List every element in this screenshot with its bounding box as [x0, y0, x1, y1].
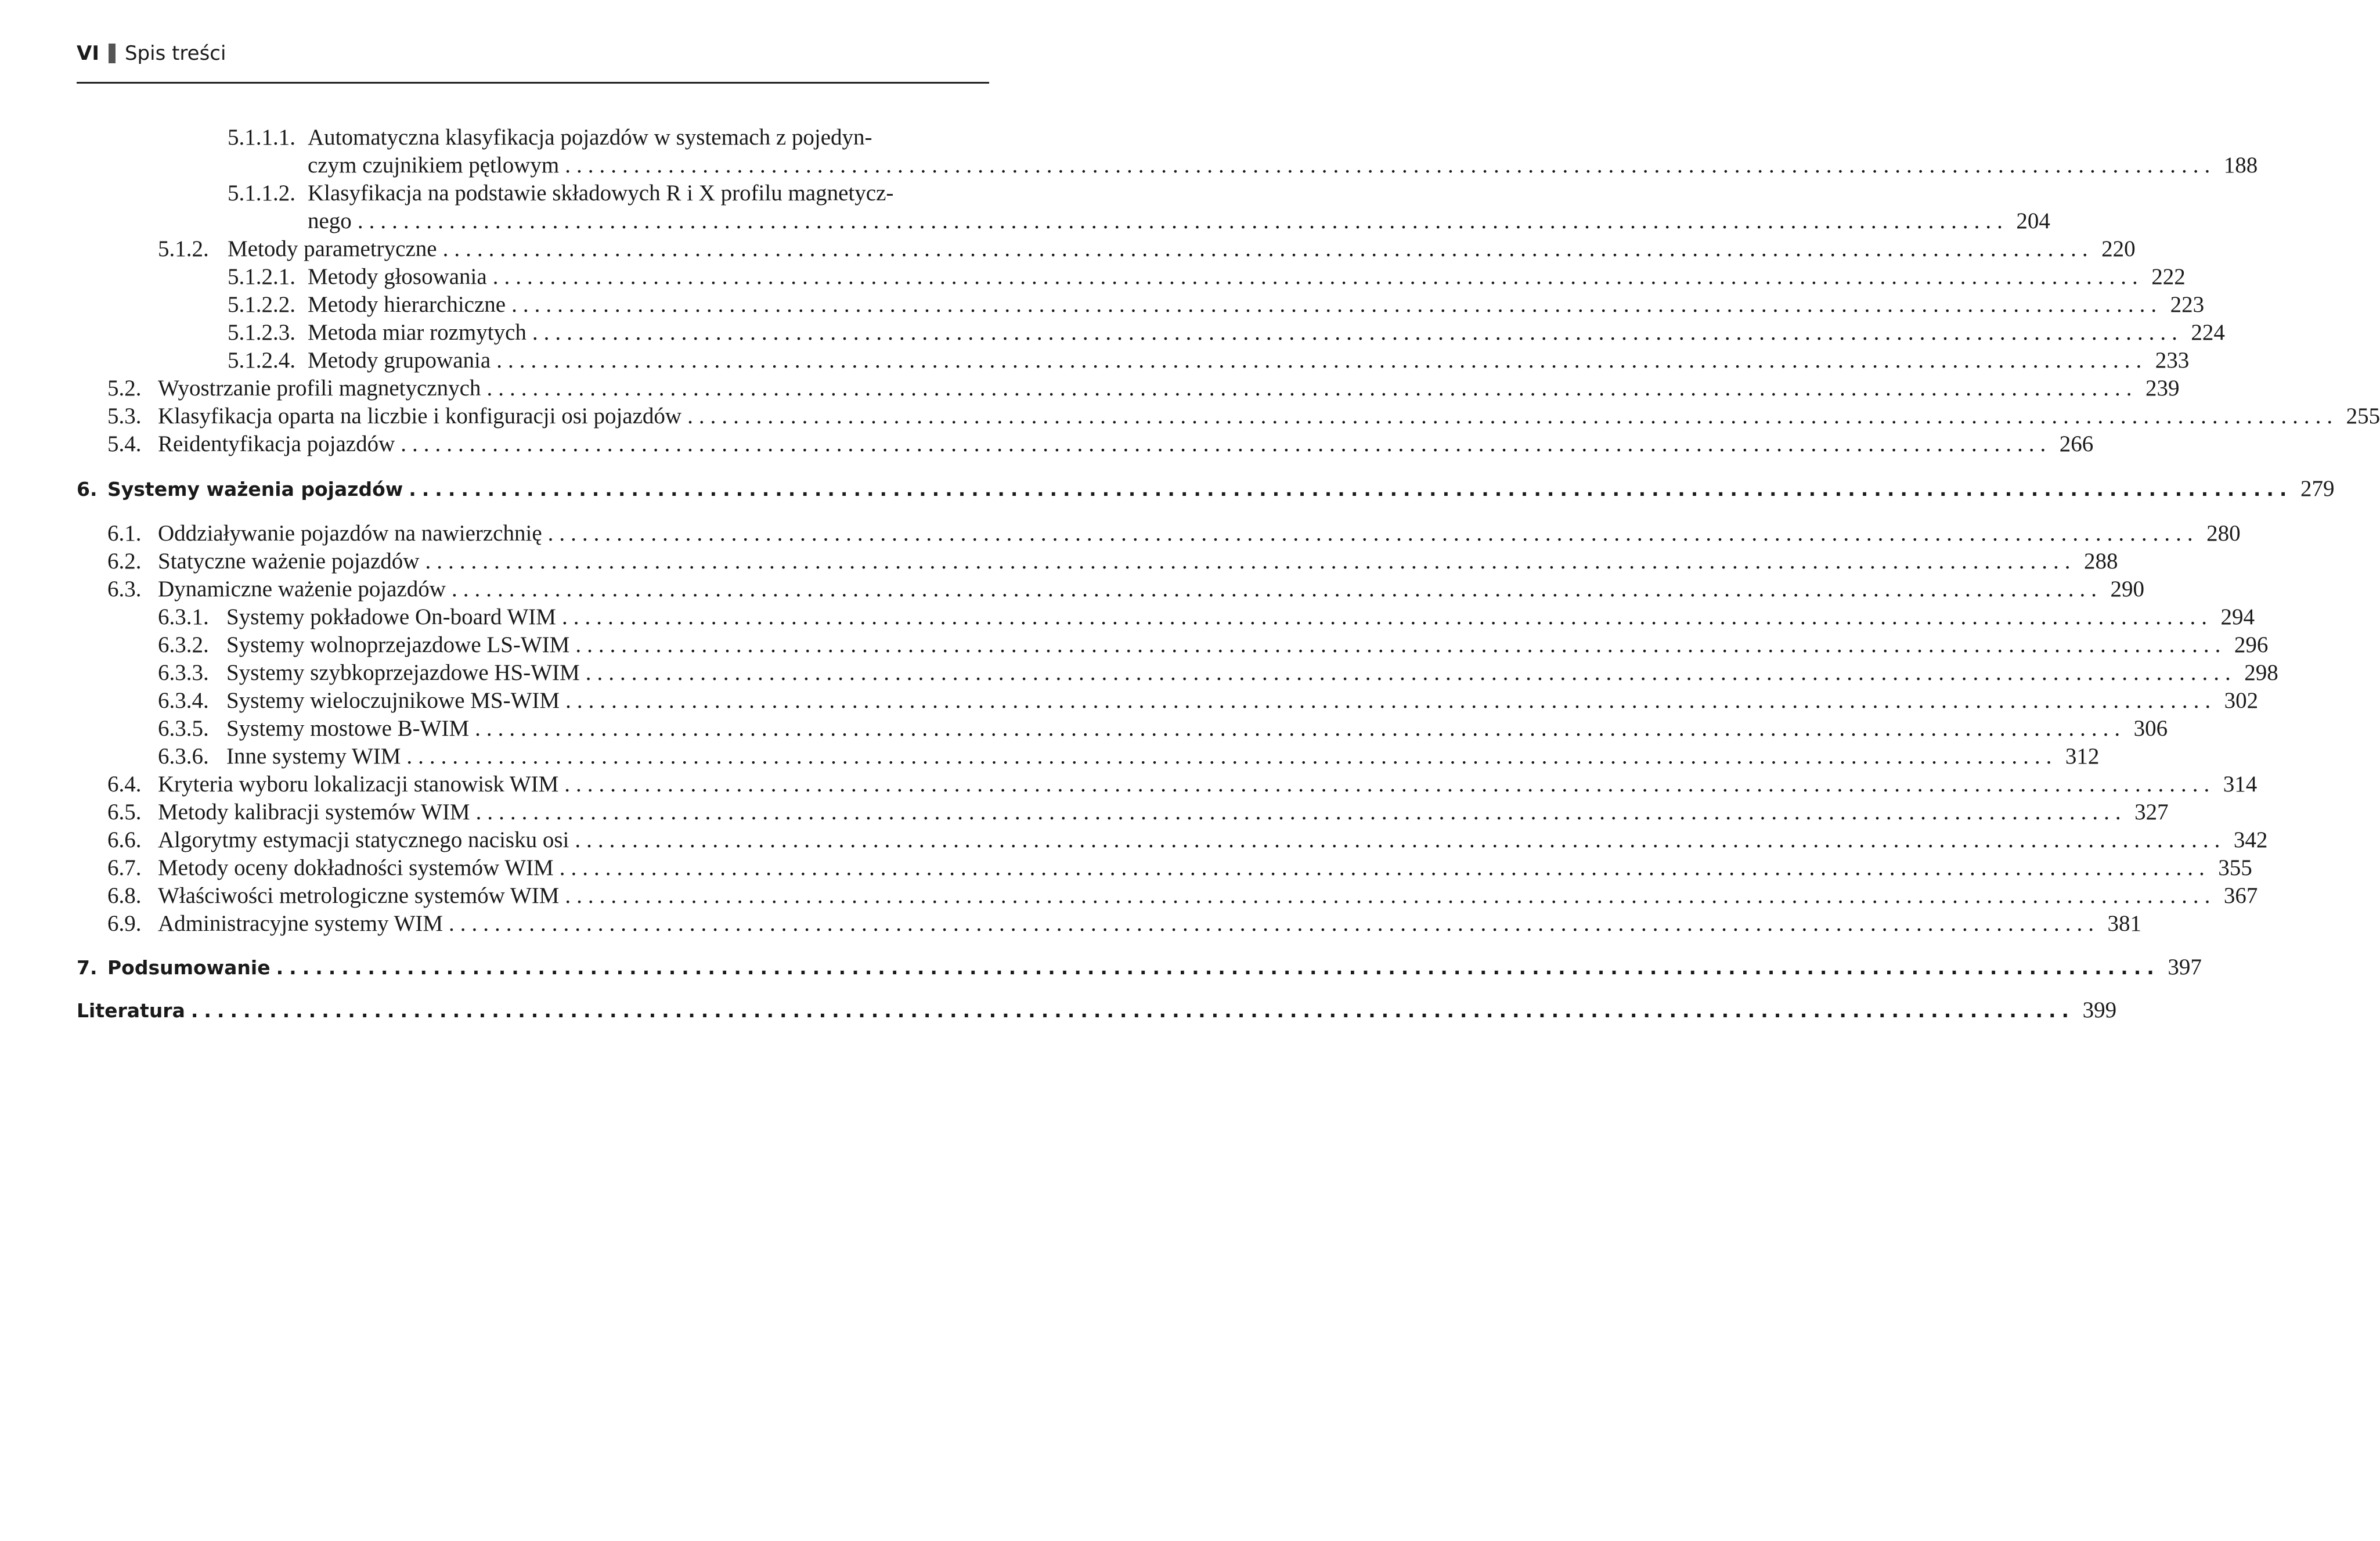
- toc-entry[interactable]: [158, 743, 2100, 770]
- toc-entry-title: Reidentyfikacja pojazdów: [158, 431, 395, 456]
- toc-entry-number: 6.6.: [107, 827, 142, 852]
- toc-chapter-title: Podsumowanie: [107, 956, 271, 979]
- leader-dots: ................................................................................................................................................: [561, 604, 2213, 629]
- toc-entry[interactable]: [107, 520, 2241, 548]
- toc-entry-page: 288: [2083, 549, 2118, 574]
- toc-entry-number: 6.3.2.: [158, 632, 209, 657]
- toc-entry-page: 306: [2133, 716, 2168, 741]
- toc-entry-title: Metody kalibracji systemów WIM: [158, 800, 470, 824]
- toc-entry-number: 6.7.: [107, 855, 142, 880]
- toc-entry[interactable]: [158, 235, 2136, 263]
- toc-entry[interactable]: [228, 263, 2186, 291]
- toc-entry-title: Klasyfikacja oparta na liczbie i konfiguracji osi pojazdów: [158, 404, 682, 429]
- toc-entry-page: 294: [2220, 604, 2255, 629]
- toc-entry-title: Systemy wolnoprzejazdowe LS-WIM: [226, 632, 570, 657]
- toc-entry[interactable]: [228, 347, 2190, 375]
- toc-entry-number: 5.2.: [107, 376, 142, 401]
- toc-entry-title: Metody oceny dokładności systemów WIM: [158, 855, 554, 880]
- toc-entry-title: Systemy szybkoprzejazdowe HS-WIM: [226, 660, 580, 685]
- toc-entry-title: Metody głosowania: [308, 264, 487, 289]
- toc-entry[interactable]: [158, 715, 2168, 743]
- toc-entry-page: 188: [2223, 153, 2258, 178]
- toc-entry-title: Statyczne ważenie pojazdów: [158, 549, 420, 574]
- toc-entry-page: 290: [2110, 577, 2144, 602]
- toc-entry[interactable]: [107, 854, 2252, 882]
- toc-entry-title: Inne systemy WIM: [226, 744, 401, 769]
- toc-entry-title: Metody parametryczne: [228, 236, 437, 261]
- toc-entry[interactable]: [308, 207, 2050, 235]
- leader-dots: ................................................................................................................................................: [565, 688, 2217, 713]
- toc-entry-page: 314: [2223, 772, 2258, 797]
- toc-entry-number: 6.3.4.: [158, 688, 209, 713]
- toc-entry-title: Metody grupowania: [308, 348, 491, 373]
- toc-entry-page: 355: [2218, 855, 2252, 880]
- toc-entry-page: 233: [2155, 348, 2190, 373]
- leader-dots: ................................................................................................................................................: [547, 521, 2199, 546]
- toc-entry-title: Metody hierarchiczne: [308, 292, 506, 317]
- toc-entry[interactable]: [107, 882, 2258, 910]
- toc-entry-title: Kryteria wyboru lokalizacji stanowisk WIM: [158, 772, 559, 797]
- toc-entry-number: 5.1.2.3.: [228, 320, 295, 345]
- toc-entry[interactable]: [228, 319, 2225, 347]
- toc-entry-number: 6.3.: [107, 577, 142, 602]
- toc-entry-page: 255: [2346, 404, 2380, 429]
- toc-entry-number: 5.1.2.2.: [228, 292, 295, 317]
- leader-dots: ................................................................................................................................................: [442, 236, 2094, 261]
- leader-dots: ................................................................................................................................................: [559, 855, 2210, 880]
- leader-dots: ................................................................................................................................................: [492, 264, 2144, 289]
- toc-chapter-page: 279: [2300, 476, 2335, 501]
- toc-entry[interactable]: [158, 603, 2255, 631]
- toc-entry-page: 302: [2224, 688, 2259, 713]
- toc-entry-page: 296: [2234, 632, 2269, 657]
- toc-entry-title-line1: Automatyczna klasyfikacja pojazdów w systemach z pojedyn-: [308, 125, 872, 150]
- leader-dots: ................................................................................................................................................: [565, 153, 2216, 178]
- toc-entry[interactable]: [107, 548, 2118, 575]
- toc-chapter-title: Literatura: [77, 999, 185, 1022]
- toc-chapter-page: 399: [2082, 998, 2117, 1022]
- toc-entry-page: 266: [2059, 431, 2094, 456]
- leader-dots: ................................................................................................................................................: [585, 660, 2237, 685]
- toc-entry-title: Dynamiczne ważenie pojazdów: [158, 577, 446, 602]
- toc-entry[interactable]: [158, 631, 2269, 659]
- toc-entry-title: Wyostrzanie profili magnetycznych: [158, 376, 481, 401]
- toc-chapter-title: Systemy ważenia pojazdów: [107, 478, 403, 501]
- toc-entry-page: 223: [2170, 292, 2205, 317]
- toc-entry[interactable]: [107, 375, 2180, 402]
- leader-dots: ................................................................................................................................................: [190, 999, 2075, 1022]
- leader-dots: ................................................................................................................................................: [276, 956, 2160, 979]
- toc-chapter[interactable]: [77, 996, 2117, 1024]
- toc-entry-page: 367: [2223, 883, 2258, 908]
- toc-entry-number: 6.1.: [107, 521, 142, 546]
- toc-entry-page: 239: [2145, 376, 2180, 401]
- toc-entry-number: 5.1.1.2.: [228, 181, 295, 206]
- toc-entry[interactable]: [107, 826, 2268, 854]
- toc-entry-number: 5.1.2.1.: [228, 264, 295, 289]
- toc-entry-title: nego: [308, 208, 352, 233]
- toc-entry-number: 6.3.3.: [158, 660, 209, 685]
- toc-entry-number: 6.3.6.: [158, 744, 209, 769]
- toc-entry[interactable]: [107, 910, 2142, 938]
- toc-entry-title: Systemy mostowe B-WIM: [226, 716, 470, 741]
- toc-entry-title: Metoda miar rozmytych: [308, 320, 527, 345]
- page-number: VI: [77, 42, 99, 65]
- toc-entry-page: 280: [2206, 521, 2241, 546]
- toc-entry-page: 342: [2233, 827, 2268, 852]
- toc-entry-number: 6.2.: [107, 549, 142, 574]
- leader-dots: ................................................................................................................................................: [425, 549, 2076, 574]
- toc-entry-number: 6.4.: [107, 772, 142, 797]
- toc-entry-number: 5.4.: [107, 431, 142, 456]
- toc-entry-line: [228, 179, 993, 207]
- toc-entry[interactable]: [107, 770, 2258, 798]
- leader-dots: ................................................................................................................................................: [451, 577, 2103, 602]
- toc-entry-number: 5.1.2.4.: [228, 348, 295, 373]
- toc-entry[interactable]: [107, 575, 2144, 603]
- toc-entry-page: 222: [2151, 264, 2186, 289]
- toc-entry[interactable]: [158, 687, 2259, 715]
- toc-entry[interactable]: [107, 430, 2094, 458]
- toc-entry[interactable]: [308, 152, 2258, 179]
- header-title: Spis treści: [124, 42, 226, 65]
- toc-entry-title: Systemy pokładowe On-board WIM: [226, 604, 556, 629]
- leader-dots: ................................................................................................................................................: [511, 292, 2163, 317]
- leader-dots: ................................................................................................................................................: [401, 431, 2052, 456]
- leader-dots: ................................................................................................................................................: [575, 827, 2226, 852]
- toc-entry-page: 327: [2134, 800, 2169, 824]
- toc-entry[interactable]: [158, 659, 2278, 687]
- toc-chapter-number: 6.: [77, 478, 98, 501]
- toc-entry-line: [228, 124, 993, 152]
- toc-entry-title: Administracyjne systemy WIM: [158, 911, 443, 936]
- toc-entry-title-line1: Klasyfikacja na podstawie składowych R i X profilu magnetycz-: [308, 181, 894, 206]
- toc-entry-number: 6.9.: [107, 911, 142, 936]
- toc-entry-title: Oddziaływanie pojazdów na nawierzchnię: [158, 521, 542, 546]
- toc-entry-number: 6.8.: [107, 883, 142, 908]
- toc-entry-number: 5.1.2.: [158, 236, 209, 261]
- leader-dots: ................................................................................................................................................: [409, 478, 2293, 501]
- toc-entry[interactable]: [107, 402, 2380, 430]
- toc-entry[interactable]: [107, 798, 2169, 826]
- leader-dots: ................................................................................................................................................: [475, 800, 2127, 824]
- leader-dots: ................................................................................................................................................: [575, 632, 2227, 657]
- leader-dots: ................................................................................................................................................: [406, 744, 2058, 769]
- toc-entry-number: 5.1.1.1.: [228, 125, 295, 150]
- toc-entry-number: 6.3.5.: [158, 716, 209, 741]
- leader-dots: ................................................................................................................................................: [357, 208, 2008, 233]
- leader-dots: ................................................................................................................................................: [564, 772, 2216, 797]
- leader-dots: ................................................................................................................................................: [565, 883, 2216, 908]
- toc-entry-number: 5.3.: [107, 404, 142, 429]
- toc-chapter-page: 397: [2168, 955, 2202, 980]
- toc-entry-title: czym czujnikiem pętlowym: [308, 153, 560, 178]
- toc-entry-page: 224: [2191, 320, 2225, 345]
- leader-dots: ................................................................................................................................................: [475, 716, 2126, 741]
- leader-dots: ................................................................................................................................................: [486, 376, 2138, 401]
- leader-dots: ................................................................................................................................................: [687, 404, 2339, 429]
- toc-chapter-number: 7.: [77, 956, 98, 979]
- toc-entry-title: Systemy wieloczujnikowe MS-WIM: [226, 688, 560, 713]
- toc-entry-page: 381: [2107, 911, 2142, 936]
- toc-chapter[interactable]: [77, 475, 2335, 503]
- toc-entry[interactable]: [228, 291, 2205, 319]
- toc-entry-page: 298: [2244, 660, 2278, 685]
- leader-dots: ................................................................................................................................................: [449, 911, 2100, 936]
- toc-entry-page: 220: [2101, 236, 2136, 261]
- toc-entry-title: Algorytmy estymacji statycznego nacisku osi: [158, 827, 569, 852]
- toc-entry-page: 204: [2016, 208, 2050, 233]
- toc-entry-page: 312: [2065, 744, 2100, 769]
- toc-entry-number: 6.3.1.: [158, 604, 209, 629]
- toc-entry-title: Właściwości metrologiczne systemów WIM: [158, 883, 560, 908]
- toc-entry-number: 6.5.: [107, 800, 142, 824]
- toc-chapter[interactable]: [77, 953, 2202, 981]
- leader-dots: ................................................................................................................................................: [532, 320, 2183, 345]
- leader-dots: ................................................................................................................................................: [496, 348, 2148, 373]
